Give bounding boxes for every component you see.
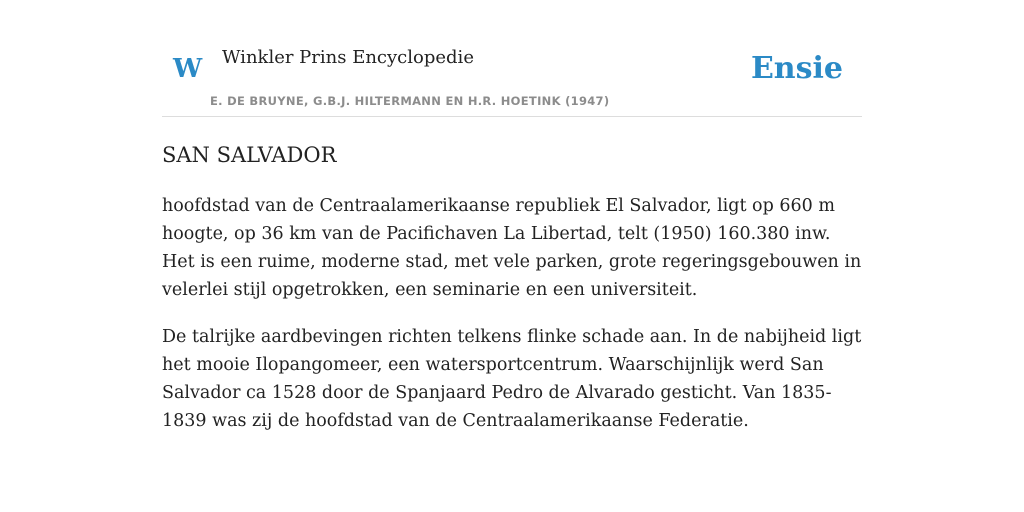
- article: [162, 138, 862, 435]
- article-title: SAN SALVADOR: [162, 143, 337, 167]
- source-header: [162, 0, 862, 117]
- source-authors: E. DE BRUYNE, G.B.J. HILTERMANN EN H.R. HOETINK (1947): [210, 94, 610, 108]
- ensie-logo-link[interactable]: Ensie: [750, 51, 843, 86]
- source-title[interactable]: Winkler Prins Encyclopedie: [222, 47, 474, 68]
- article-paragraph: hoofdstad van de Centraalamerikaanse republiek El Salvador, ligt op 660 m hoogte, op 36 km van de Pacifichaven La Libertad, telt (1950) 160.380 inw. Het is een ruime, moderne stad, met vele parken, grote regeringsgebouwen in velerlei stijl opgetrokken, een seminarie en een universiteit.: [162, 196, 862, 300]
- article-paragraph: De talrijke aardbevingen richten telkens flinke schade aan. In de nabijheid ligt het mooie Ilopangomeer, een watersportcentrum. Waarschijnlijk werd San Salvador ca 1528 door de Spanjaard Pedro de Alvarado gesticht. Van 1835-1839 was zij de hoofdstad van de Centraalamerikaanse Federatie.: [162, 327, 862, 431]
- source-logo[interactable]: W: [173, 54, 203, 84]
